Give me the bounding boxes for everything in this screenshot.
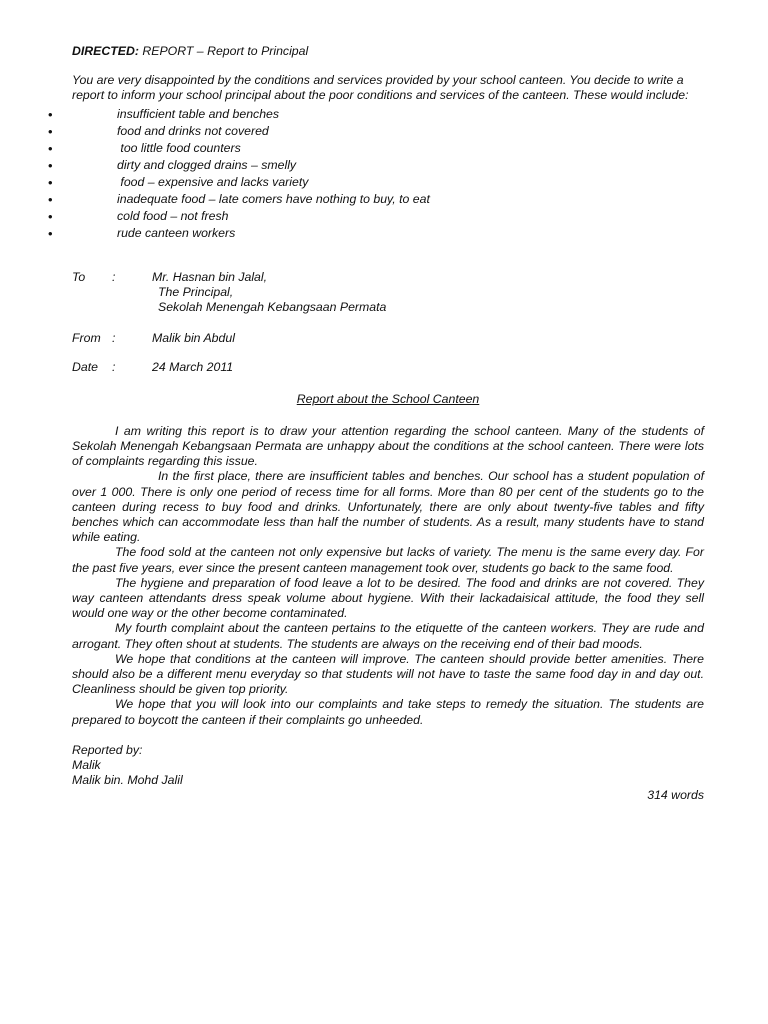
body-paragraph: In the first place, there are insufficient tables and benches. Our school has a student population of over 1 000. There is only one period of recess time for all forms. More than 80 per cent of the students go to the canteen during recess to buy food and drinks. Unfortunately, there are only about twenty-five tables and fifty benches which can accommodate less than half the number of students. As a result, many students have to stand while eating. — [72, 469, 704, 545]
bullet-icon: • — [48, 106, 53, 122]
bullet-icon: • — [48, 225, 53, 241]
bullet-icon: • — [48, 174, 53, 190]
heading-text: REPORT – Report to Principal — [142, 44, 309, 58]
heading-label: DIRECTED: — [72, 44, 139, 58]
intro-paragraph: You are very disappointed by the conditions and services provided by your school canteen. You decide to write a report to inform your school principal about the poor conditions and services of the canteen. These would include: — [72, 73, 689, 103]
body-paragraph: The food sold at the canteen not only expensive but lacks of variety. The menu is the same every day. For the past five years, ever since the present canteen management took over, students go back to the same food. — [72, 545, 704, 575]
from-label: From — [72, 330, 101, 345]
date-row — [72, 360, 704, 375]
body-paragraph: I am writing this report is to draw your attention regarding the school canteen. Many of the students of Sekolah Menengah Kebangsaan Permata are unhappy about the conditions at the school canteen. There were lots of complaints regarding this issue. — [72, 423, 704, 469]
list-item: • rude canteen workers — [48, 225, 236, 241]
sender-name: Malik bin Abdul — [152, 330, 235, 345]
to-colon: : — [112, 269, 116, 284]
recipient-title: The Principal, — [158, 284, 234, 299]
signature-full: Malik bin. Mohd Jalil — [72, 773, 183, 788]
signature-block — [72, 743, 704, 789]
body-paragraph: The hygiene and preparation of food leave a lot to be desired. The food and drinks are not covered. They way canteen attendants dress speak volume about hygiene. With their lackadaisical attitude, the food they sell would one way or the other become contaminated. — [72, 575, 704, 621]
word-count: 314 words — [647, 788, 704, 803]
recipient-name: Mr. Hasnan bin Jalal, — [152, 269, 268, 284]
list-item: • food and drinks not covered — [48, 123, 269, 139]
bullet-icon: • — [48, 157, 53, 173]
list-item: • inadequate food – late comers have nothing to buy, to eat — [48, 191, 430, 207]
report-title: Report about the School Canteen — [296, 391, 480, 406]
recipient-block — [72, 270, 704, 315]
signature-short: Malik — [72, 758, 101, 773]
date-value: 24 March 2011 — [152, 359, 234, 374]
bullet-icon: • — [48, 208, 53, 224]
reported-by-label: Reported by: — [72, 742, 143, 757]
from-colon: : — [112, 330, 116, 345]
bullet-icon: • — [48, 123, 53, 139]
recipient-school: Sekolah Menengah Kebangsaan Permata — [158, 299, 387, 314]
heading — [72, 44, 704, 59]
date-colon: : — [112, 359, 116, 374]
document-page — [48, 44, 704, 804]
bullet-icon: • — [48, 140, 53, 156]
date-label: Date — [72, 359, 98, 374]
to-label: To — [72, 269, 86, 284]
list-item: • cold food – not fresh — [48, 208, 229, 224]
body-paragraph: We hope that conditions at the canteen will improve. The canteen should provide better amenities. There should also be a different menu everyday so that students will not have to taste the same food day in and day out. Cleanliness should be given top priority. — [72, 651, 704, 697]
list-item: • too little food counters — [48, 140, 241, 156]
report-body — [72, 424, 704, 728]
issues-list — [48, 106, 704, 242]
bullet-icon: • — [48, 191, 53, 207]
body-paragraph: We hope that you will look into our complaints and take steps to remedy the situation. The students are prepared to boycott the canteen if their complaints go unheeded. — [72, 697, 704, 727]
list-item: • insufficient table and benches — [48, 106, 280, 122]
list-item: • food – expensive and lacks variety — [48, 174, 309, 190]
sender-row — [72, 331, 704, 346]
body-paragraph: My fourth complaint about the canteen pertains to the etiquette of the canteen workers. They are rude and arrogant. They often shout at students. The students are always on the receiving end of their bad moods. — [72, 621, 704, 651]
list-item: • dirty and clogged drains – smelly — [48, 157, 297, 173]
